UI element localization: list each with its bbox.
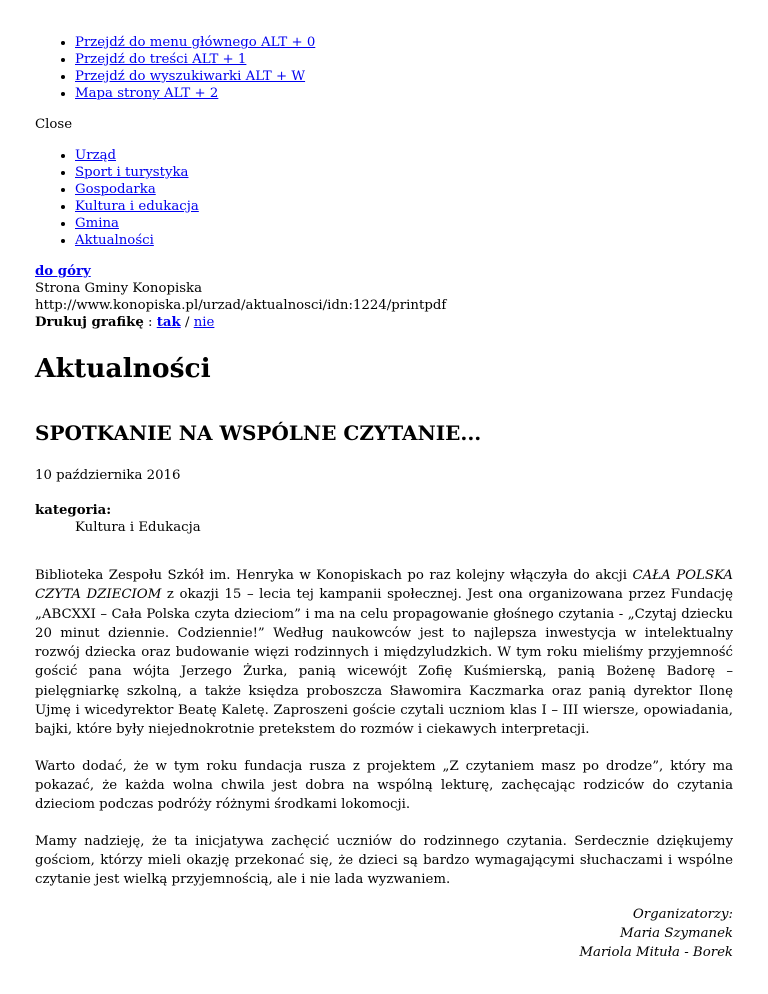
article-date: 10 października 2016 <box>35 468 181 483</box>
skip-link-item <box>75 51 733 68</box>
paragraph-1-text-a: Biblioteka Zespołu Szkół im. Henryka w Konopiskach po raz kolejny włączyła do akcji <box>35 568 633 583</box>
category-label: kategoria: <box>35 503 112 518</box>
skip-to-menu-link[interactable]: Przejdź do menu głównego ALT + 0 <box>75 35 316 50</box>
print-slash: / <box>184 315 190 330</box>
skip-link-item <box>75 68 733 85</box>
skip-to-search-link[interactable]: Przejdź do wyszukiwarki ALT + W <box>75 69 306 84</box>
menu-link-gospodarka[interactable]: Gospodarka <box>75 182 156 197</box>
back-to-top-label: do góry <box>35 264 91 279</box>
menu-link-aktualnosci[interactable]: Aktualności <box>75 233 154 248</box>
article-category <box>35 502 733 536</box>
menu-item <box>75 198 733 215</box>
article-paragraph-3: Mamy nadzieję, że ta inicjatywa zachęcić uczniów do rodzinnego czytania. Serdecznie dziękujemy gościom, którzy mieli okazję przekonać się, że dzieci są bardzo wymagającymi słuchaczami i wspólne czytanie jest wielką przyjemnością, ale i nie lada wyzwaniem. <box>35 833 733 888</box>
back-to-top-link[interactable] <box>35 264 91 279</box>
menu-item <box>75 164 733 181</box>
paragraph-1-text-b: z okazji 15 – lecia tej kampanii społecznej. Jest ona organizowana przez Fundację „ABCXXI – Cała Polska czyta dzieciom” i ma na celu propagowanie głośnego czytania - „Czytaj dziecku 20 minut dziennie. Codziennie!” Według naukowców jest to najlepsza inwestycja w intelektualny rozwój dziecka oraz budowanie więzi rodzinnych i międzyludzkich. W tym roku mieliśmy przyjemność gościć pana wójta Jerzego Żurka, panią wicewójt Zofię Kuśmierską, panią Bożenę Badorę – pielęgniarkę szkolną, a także księdza proboszcza Sławomira Kaczmarka oraz panią dyrektor Ilonę Ujmę i wicedyrektor Beatę Kaletę. Zaproszeni goście czytali uczniom klas I – III wiersze, opowiadania, bajki, które były niejednokrotnie pretekstem do rozmów i ciekawych interpretacji. <box>35 587 734 738</box>
print-header <box>35 263 733 331</box>
campaign-name: CAŁA POLSKA CZYTA DZIECIOM <box>35 568 733 603</box>
article-paragraph-2: Warto dodać, że w tym roku fundacja rusza z projektem „Z czytaniem masz po drodze”, który ma pokazać, że każda wolna chwila jest dobra na wspólną lekturę, zachęcając rodziców do czytania dzieciom podczas podróży różnymi środkami lokomocji. <box>35 758 733 813</box>
print-graphics-label: Drukuj grafikę <box>35 315 144 330</box>
signature-name-1: Maria Szymanek <box>620 926 733 942</box>
article-title: SPOTKANIE NA WSPÓLNE CZYTANIE... <box>35 421 482 445</box>
skip-links <box>35 34 733 102</box>
menu-link-urzad[interactable]: Urząd <box>75 148 117 163</box>
menu-item <box>75 147 733 164</box>
menu-link-gmina[interactable]: Gmina <box>75 216 119 231</box>
print-separator: : <box>148 315 153 330</box>
skip-link-item <box>75 34 733 51</box>
sitemap-link[interactable]: Mapa strony ALT + 2 <box>75 86 219 101</box>
site-name: Strona Gminy Konopiska <box>35 281 203 296</box>
skip-to-content-link[interactable]: Przejdź do treści ALT + 1 <box>75 52 247 67</box>
main-menu <box>35 147 733 249</box>
print-yes-label: tak <box>156 315 181 330</box>
signature-name-2: Mariola Mituła - Borek <box>579 945 733 961</box>
menu-item <box>75 232 733 249</box>
print-yes-link[interactable] <box>157 315 181 330</box>
menu-item <box>75 215 733 232</box>
section-title: Aktualności <box>35 353 211 384</box>
signature-heading: Organizatorzy: <box>632 907 733 923</box>
print-no-link[interactable]: nie <box>193 315 215 330</box>
menu-link-kultura[interactable]: Kultura i edukacja <box>75 199 199 214</box>
page-url: http://www.konopiska.pl/urzad/aktualnosci/idn:1224/printpdf <box>35 298 447 313</box>
menu-link-sport[interactable]: Sport i turystyka <box>75 165 189 180</box>
close-button[interactable]: Close <box>35 117 73 132</box>
menu-item <box>75 181 733 198</box>
signature <box>35 905 733 962</box>
category-value: Kultura i Edukacja <box>75 520 201 535</box>
article-paragraph-1 <box>35 566 733 740</box>
skip-link-item <box>75 85 733 102</box>
